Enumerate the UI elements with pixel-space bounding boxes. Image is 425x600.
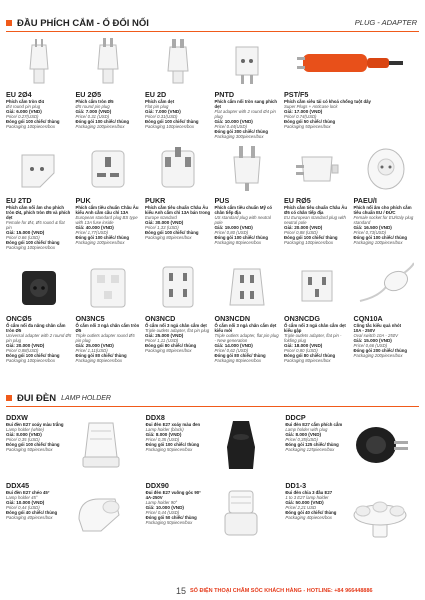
section-divider <box>6 31 419 32</box>
product-price: Giá: 14.000 (VND) <box>214 343 253 348</box>
product-name-en: Lamp holder 45° <box>6 495 38 500</box>
lamp-row-1 <box>6 414 419 476</box>
product-code: ONCØ5 <box>6 314 32 323</box>
product-image <box>78 36 138 88</box>
product-card <box>6 260 72 370</box>
product-pack-en: Packaging 80pieces/box <box>75 358 123 364</box>
product-image <box>78 260 138 312</box>
product-name-en: Lamp holder (black) <box>145 427 184 432</box>
product-name: Phích nối âm cho phích cắm tiêu chuẩn EU / ĐỨC <box>353 205 412 215</box>
product-pack-en: Packaging 50pieces/box <box>145 520 193 526</box>
product-price-en: Price/ 0,62 (USD) <box>214 348 249 354</box>
product-price: Giá: 20.000 (VND) <box>284 225 323 230</box>
product-card <box>6 482 140 544</box>
lamp-row-2 <box>6 482 419 544</box>
product-price-en: Price/ 0.44(USD) <box>214 124 247 130</box>
product-price: Giá: 10.000 (VND) <box>6 500 45 505</box>
product-name-en: Female for Ø4, Ø5 round & flat pin <box>6 220 65 230</box>
product-price: Giá: 50.000 (VND) <box>285 500 324 505</box>
product-card <box>354 142 420 257</box>
product-image <box>9 260 69 312</box>
product-name: Đui đèn E27 xoáy màu đen <box>145 422 201 427</box>
product-rating: 10A - 250V <box>353 328 376 333</box>
page-number: 15 <box>176 586 187 596</box>
product-price-en: Price/ 0,80 (USD) <box>214 230 249 236</box>
product-pack-en: Packaging 100pieces/box <box>6 124 55 130</box>
product-name-en: Triple outlets adapter round Ø5 pin plug <box>75 333 135 343</box>
lamp-holder-grid <box>6 414 419 544</box>
product-price: Giá: 7.000 (VND) <box>75 109 112 114</box>
product-pack-en: Packaging 80pieces/box <box>145 235 192 241</box>
section-subtitle: PLUG - ADAPTER <box>354 18 417 27</box>
product-price-en: Price/ 0,35(USD) <box>285 437 318 443</box>
product-name-en: Lamp holder (white) <box>6 427 44 432</box>
section-title: ĐẦU PHÍCH CẮM - Ổ ĐỔI NỐI <box>17 17 149 29</box>
product-name-en: EU European standard plug with neutral pole <box>284 215 346 225</box>
section-marker <box>6 20 12 26</box>
product-name-en: Triple outlets adapter, flat pin - folding plug <box>284 333 342 343</box>
product-pack: Đóng gói 40 chiếc/ thùng <box>6 510 58 516</box>
product-code: EU 2Ø5 <box>75 90 102 99</box>
product-card <box>215 260 281 370</box>
product-price: Giá: 16.500 (VND) <box>353 225 392 230</box>
product-image <box>148 260 208 312</box>
product-pack: Đóng gói 100 chiếc/ thùng <box>75 235 129 241</box>
product-name-en: Lamp holder 90° <box>145 500 178 505</box>
product-pack: Đóng gói 50 chiếc/ thùng <box>145 515 197 521</box>
product-pack-en: Packaging 40pieces/box <box>6 515 53 521</box>
product-card <box>76 36 142 139</box>
product-image <box>148 36 208 88</box>
product-code: CQN10A <box>353 314 383 323</box>
product-card <box>76 260 142 370</box>
product-pack: Đóng gói 100 chiếc/ thùng <box>6 119 60 125</box>
product-pack: Đóng gói 100 chiếc/ thùng <box>6 353 60 359</box>
product-card <box>146 414 280 476</box>
product-image <box>206 414 276 476</box>
product-price: Giá: 40.000 (VND) <box>75 225 114 230</box>
product-name-en: US standard plug with neutral pole <box>214 215 271 225</box>
product-price: Giá: 15.000 (VND) <box>6 230 45 235</box>
product-price-en: Price/ 0.74(USD) <box>284 114 317 120</box>
product-name: Phích cắm tiêu chuẩn Châu Âu Ø5 có chân tiếp địa <box>284 205 348 215</box>
product-price-en: Price/ 0,35 (USD) <box>6 437 40 443</box>
product-pack-en: Packaging 50pieces/box <box>284 124 331 130</box>
product-price-en: Price/ 0,44 (USD) <box>145 510 180 516</box>
product-image <box>66 414 136 476</box>
product-image <box>217 142 277 194</box>
product-pack: Đóng gói 80 chiếc/ thùng <box>214 353 266 359</box>
product-pack-en: Packaging 125pieces/box <box>285 447 335 453</box>
section-marker <box>6 395 12 401</box>
product-pack-en: Packaging 100pieces/box <box>75 240 125 246</box>
product-price: Giá: 20.000 (VND) <box>6 343 45 348</box>
product-name: Đui đèn chia 3 đầu E27 <box>285 490 333 495</box>
product-code: DDCP <box>285 413 306 422</box>
product-name: Đui đèn E27 cắm phích cắm <box>285 422 343 427</box>
product-price-en: Price/ 0,66 (USD) <box>353 343 388 349</box>
product-card <box>285 482 419 544</box>
section-header-lamp <box>6 392 111 404</box>
product-name: Phích cắm tiêu chuẩn Châu Âu kiểu Anh cắm cầu chì 13A <box>75 205 139 215</box>
product-price-en: Price/ 1,11(USD) <box>75 348 108 354</box>
product-price-en: Price/ 0,44 (USD) <box>6 505 40 511</box>
product-image <box>148 142 208 194</box>
product-image <box>217 260 277 312</box>
product-pack-en: Packaging 100pieces/box <box>353 240 403 246</box>
product-price: Giá: 25.000 (VND) <box>75 343 114 348</box>
product-pack: Đóng gói 100 chiếc/ thùng <box>145 442 200 448</box>
product-pack-en: Packaging 50pieces/box <box>6 447 53 453</box>
product-price: Giá: 8.000 (VND) <box>285 432 322 437</box>
product-pack: Đóng gói 100 chiếc/ thùng <box>284 235 338 241</box>
product-pack-en: Packaging 80pieces/box <box>284 358 331 364</box>
product-image <box>345 414 415 476</box>
product-card <box>6 414 140 476</box>
hotline-text: SỐ ĐIỆN THOẠI CHĂM SÓC KHÁCH HÀNG - HOTLINE: +84 966448886 <box>190 588 373 594</box>
product-code: PUKR <box>145 196 166 205</box>
product-pack-en: Packaging 50pieces/box <box>145 447 193 453</box>
product-name-en: Triple outlets adapter, flat pin plug <box>145 328 210 333</box>
product-name: Phích cắm tiêu chuẩn Châu Âu kiểu Anh cắm chì 13A bán trong <box>145 205 211 215</box>
product-name-en: Flat pin plug <box>145 104 169 109</box>
product-price: Giá: 15.000 (VND) <box>353 338 392 343</box>
product-price-en: Price/ 1,33 (USD) <box>145 225 179 231</box>
product-image <box>206 482 276 544</box>
product-pack: Đóng gói 100 chiếc/ thùng <box>6 442 60 448</box>
product-image <box>9 36 69 88</box>
product-pack: Đóng gói 50 chiếc/ thùng <box>284 119 336 125</box>
product-pack: Đóng gói 100 chiếc/ thùng <box>145 230 199 236</box>
product-price: Giá: 25.000 (VND) <box>145 333 184 338</box>
product-price-en: Price/ 0.31(USD) <box>145 114 178 120</box>
product-pack-en: Packaging 80pieces/box <box>214 240 262 246</box>
product-name-en: Lamp holder with plug <box>285 427 328 432</box>
product-code: ON3NCDG <box>284 314 320 323</box>
product-code: EU 2D <box>145 90 167 99</box>
product-pack-en: Packaging 100pieces/box <box>75 124 125 130</box>
product-card <box>145 260 211 370</box>
product-price: Giá: 19.000 (VND) <box>214 225 253 230</box>
product-pack: Đóng gói 125 chiếc/ thùng <box>285 442 339 448</box>
product-price: Giá: 6.000 (VND) <box>6 109 42 114</box>
product-pack: Đóng gói 100 chiếc/ thùng <box>145 119 199 125</box>
product-code: PST/F5 <box>284 90 309 99</box>
section-header-plug <box>6 17 149 29</box>
product-card <box>215 36 281 139</box>
product-code: PUS <box>214 196 230 205</box>
product-code: ON3NCDN <box>214 314 251 323</box>
product-name: Phích cắm tròn Ø5 <box>75 99 114 104</box>
product-image <box>297 36 407 88</box>
product-name-en: Ø5 round pin plug <box>75 104 110 109</box>
product-name-en: 1 to 3 E27 lamp holder <box>285 495 329 500</box>
product-name: Phích cắm dẹt <box>145 99 175 104</box>
product-price: Giá: 7.000 (VND) <box>145 109 181 114</box>
product-card <box>215 142 281 257</box>
product-pack-en: Packaging 100pieces/box <box>145 124 194 130</box>
section-title: ĐUI ĐÈN <box>17 392 57 404</box>
product-price-en: Price/ 1,11 (USD) <box>145 338 179 344</box>
product-name-en: Super Plugs + Anticase lock <box>284 104 338 109</box>
product-card <box>76 142 142 257</box>
product-name-en: Ø4 round pin plug <box>6 104 41 109</box>
product-pack: Đóng gói 100 chiếc/ thùng <box>353 235 407 241</box>
product-name-en: Europe standard <box>145 215 177 220</box>
product-price-en: Price/ 0,80 (USD) <box>284 348 318 354</box>
product-pack-en: Packaging 100pieces/box <box>6 245 55 251</box>
product-card <box>285 414 419 476</box>
product-name: Ổ cắm nối 3 ngả chân cắm tròn Ø5 <box>75 323 140 333</box>
product-code: DDX45 <box>6 481 30 490</box>
product-name-en: Flat adapter with 2 round Ø4 pin plug <box>214 109 276 119</box>
product-name: Ổ cắm nối đa năng chân cắm tròn Ø5 <box>6 323 66 333</box>
product-name: Đui đèn E27 chéo 45° <box>6 490 50 495</box>
product-pack: Đóng gói 100 chiếc/ thùng <box>75 119 129 125</box>
product-name-en: Triple outlets adapter, flat pin plug - New generation <box>214 333 279 343</box>
product-price: Giá: 17.000 (VND) <box>284 109 323 114</box>
product-code: PAEU/I <box>353 196 377 205</box>
product-card <box>354 260 420 370</box>
product-price-en: Price/ 2,21 USD <box>285 505 317 511</box>
product-code: DDX90 <box>145 481 169 490</box>
product-pack-en: Packaging 80pieces/box <box>214 358 262 364</box>
product-image <box>345 482 415 544</box>
product-pack-en: Packaging 100pieces/box <box>284 240 333 246</box>
product-name: Phích cắm tròn Ø4 <box>6 99 44 104</box>
product-name: Phích cắm tiêu chuẩn Mỹ có chân tiếp địa <box>214 205 273 215</box>
product-pack: Đóng gói 300 chiếc/ thùng <box>214 129 268 135</box>
product-pack-en: Packaging 80pieces/box <box>145 348 192 354</box>
product-card <box>145 36 211 139</box>
product-name-en: Oval switch 10A - 250V <box>353 333 399 338</box>
product-pack: Đóng gói 80 chiếc/ thùng <box>284 353 336 359</box>
product-pack-en: Packaging 300pieces/box <box>214 134 264 140</box>
product-pack: Đóng gói 200 chiếc/ thùng <box>353 348 407 354</box>
product-price: Giá: 10.000 (VND) <box>214 119 253 124</box>
product-row-1 <box>6 36 419 140</box>
section-divider <box>6 406 419 407</box>
product-price-en: Price/ 0.66 (USD) <box>6 235 40 241</box>
product-pack-en: Packaging 200pieces/box <box>353 353 403 359</box>
product-name: Ổ cắm nối 3 ngả chân cắm dẹt <box>145 323 207 328</box>
product-pack: Đóng gói 40 chiếc/ thùng <box>285 510 337 516</box>
product-pack-en: Packaging 40pieces/box <box>285 515 332 521</box>
product-image <box>9 142 69 194</box>
product-image <box>287 142 347 194</box>
product-name: Phích cắm nối âm cho phích tròn Ø4, phích tròn Ø5 và phích dẹt <box>6 205 71 220</box>
product-name-en: Female socket for EU/Italy plug standard <box>353 215 414 225</box>
product-pack: Đóng gói 100 chiếc/ thùng <box>6 240 60 246</box>
product-code: DDX8 <box>145 413 165 422</box>
product-card <box>145 142 211 257</box>
product-pack: Đóng gói 80 chiếc/ thùng <box>75 353 127 359</box>
product-code: PNTD <box>214 90 235 99</box>
product-price: Giá: 18.000 (VND) <box>284 343 323 348</box>
product-code: ON3NCD <box>145 314 176 323</box>
product-image <box>287 260 347 312</box>
product-name: Phích cắm nối tròn sang phích dẹt <box>214 99 278 109</box>
product-code: EU 2Ø4 <box>6 90 32 99</box>
product-pack-en: Packaging 100pieces/box <box>6 358 55 364</box>
product-row-2 <box>6 142 419 257</box>
product-code: PUK <box>75 196 91 205</box>
product-price: Giá: 10.000 (VND) <box>145 505 184 510</box>
product-price-en: Price/ 0.27(USD) <box>6 114 39 120</box>
product-code: ON3NC5 <box>75 314 105 323</box>
product-price-en: Price/ 0,88(USD) <box>6 348 39 354</box>
product-price: Giá: 8.000 (VND) <box>145 432 182 437</box>
product-card <box>284 36 419 139</box>
section-subtitle: LAMP HOLDER <box>61 394 111 402</box>
product-code: DDXW <box>6 413 28 422</box>
product-price: Giá: 30.000 (VND) <box>145 220 184 225</box>
product-image <box>217 36 277 88</box>
page-footer <box>0 586 425 598</box>
product-code: EU 2TD <box>6 196 32 205</box>
product-name-en: European standard plug BS type with 13A fuse inside <box>75 215 138 225</box>
product-price: Giá: 8.000 (VND) <box>6 432 42 437</box>
product-price-en: Price/ 0,73(USD) <box>353 230 386 236</box>
product-image <box>78 142 138 194</box>
product-pack: Đóng gói 100 chiếc/ thùng <box>214 235 268 241</box>
product-row-3 <box>6 260 419 370</box>
product-card <box>284 260 350 370</box>
product-name-en: Universal adapter with 2 round Ø5 pin plug <box>6 333 72 343</box>
product-name: Đui đèn E27 vuông góc 90° 4A-250V <box>145 490 201 500</box>
product-card <box>6 142 72 257</box>
product-name: Ổ cắm nối 3 ngả chân cắm dẹt kiểu mới <box>214 323 277 333</box>
product-card <box>6 36 72 139</box>
product-price-en: Price/ 1,77(USD) <box>75 230 108 236</box>
product-code: EU RØ5 <box>284 196 311 205</box>
product-name: Đui đèn E27 xoáy màu trắng <box>6 422 64 427</box>
product-code: DD1-3 <box>285 481 307 490</box>
product-name: Phích cắm siêu tải có khoá chống tuột dây <box>284 99 371 104</box>
product-name: Ổ cắm nối 3 ngả chân cắm dẹt kiểu gập <box>284 323 346 333</box>
product-card <box>146 482 280 544</box>
product-price-en: Price/ 0.31 (USD) <box>75 114 110 120</box>
product-name: Công tắc kiểu quả nhót <box>353 323 402 328</box>
product-price-en: Price/ 0,88 (USD) <box>284 230 318 236</box>
product-card <box>284 142 350 257</box>
product-image <box>356 142 416 194</box>
product-image <box>356 260 416 312</box>
product-pack: Đóng gói 80 chiếc/ thùng <box>145 343 197 349</box>
product-price-en: Price/ 0,35 (USD) <box>145 437 180 443</box>
product-image <box>66 482 136 544</box>
